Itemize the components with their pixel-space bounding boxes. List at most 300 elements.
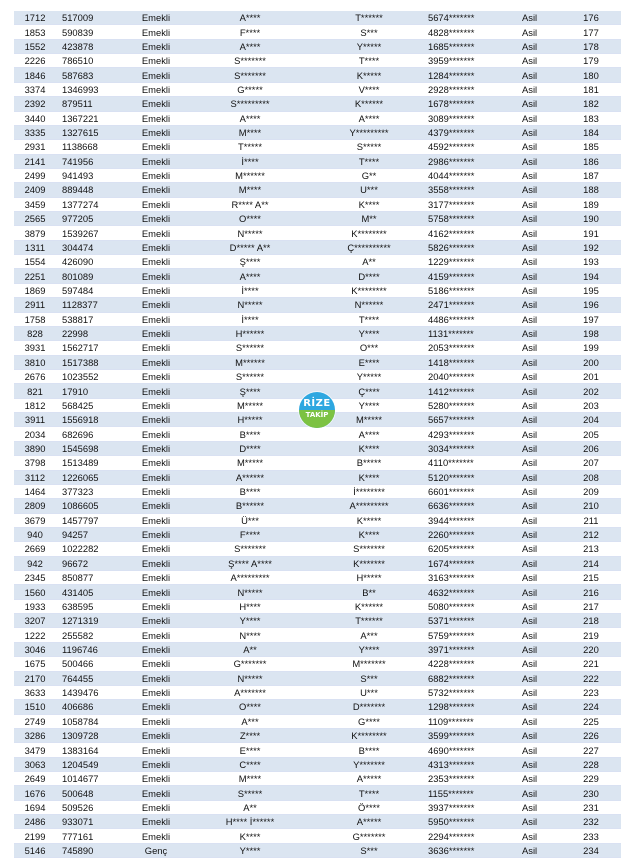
id-number-cell: 1131******* — [424, 326, 514, 340]
number-cell: 741956 — [56, 154, 126, 168]
category-cell: Emekli — [126, 700, 186, 714]
number-cell: 1377274 — [56, 197, 126, 211]
category-cell: Emekli — [126, 183, 186, 197]
table-row — [14, 628, 621, 642]
id-number-cell: 2471******* — [424, 298, 514, 312]
number-cell: 587683 — [56, 68, 126, 82]
first-name-cell: M**** — [186, 125, 314, 139]
rize-takip-watermark-logo — [299, 392, 335, 428]
number-cell: 1014677 — [56, 772, 126, 786]
number-cell: 1023552 — [56, 369, 126, 383]
id-number-cell: 5120******* — [424, 470, 514, 484]
rank-cell: 211 — [561, 513, 621, 527]
category-cell: Emekli — [126, 714, 186, 728]
number-cell: 777161 — [56, 829, 126, 843]
category-cell: Emekli — [126, 441, 186, 455]
last-name-cell: U*** — [314, 183, 424, 197]
table-row — [14, 685, 621, 699]
row-id-cell: 3046 — [14, 642, 56, 656]
status-cell: Asil — [514, 140, 561, 154]
category-cell: Emekli — [126, 25, 186, 39]
last-name-cell: Y******* — [314, 757, 424, 771]
row-id-cell: 1712 — [14, 11, 56, 25]
table-row — [14, 614, 621, 628]
category-cell: Emekli — [126, 39, 186, 53]
first-name-cell: M***** — [186, 398, 314, 412]
rank-cell: 231 — [561, 800, 621, 814]
last-name-cell: Y***** — [314, 39, 424, 53]
number-cell: 1383164 — [56, 743, 126, 757]
first-name-cell: M**** — [186, 183, 314, 197]
table-row — [14, 97, 621, 111]
last-name-cell: A** — [314, 255, 424, 269]
status-cell: Asil — [514, 542, 561, 556]
number-cell: 1346993 — [56, 82, 126, 96]
table-row — [14, 369, 621, 383]
category-cell: Emekli — [126, 140, 186, 154]
table-row — [14, 728, 621, 742]
number-cell: 1058784 — [56, 714, 126, 728]
table-row — [14, 542, 621, 556]
status-cell: Asil — [514, 685, 561, 699]
row-id-cell: 1812 — [14, 398, 56, 412]
id-number-cell: 2353******* — [424, 772, 514, 786]
table-row — [14, 326, 621, 340]
first-name-cell: E**** — [186, 743, 314, 757]
category-cell: Emekli — [126, 82, 186, 96]
first-name-cell: Ş**** — [186, 384, 314, 398]
rank-cell: 188 — [561, 183, 621, 197]
id-number-cell: 2928******* — [424, 82, 514, 96]
first-name-cell: A****** — [186, 470, 314, 484]
number-cell: 786510 — [56, 54, 126, 68]
number-cell: 801089 — [56, 269, 126, 283]
last-name-cell: T**** — [314, 312, 424, 326]
last-name-cell: K**** — [314, 197, 424, 211]
last-name-cell: Y**** — [314, 326, 424, 340]
row-id-cell: 2409 — [14, 183, 56, 197]
first-name-cell: K**** — [186, 829, 314, 843]
first-name-cell: M****** — [186, 355, 314, 369]
rank-cell: 193 — [561, 255, 621, 269]
table-row — [14, 571, 621, 585]
number-cell: 1367221 — [56, 111, 126, 125]
table-row — [14, 786, 621, 800]
first-name-cell: D***** A** — [186, 240, 314, 254]
number-cell: 255582 — [56, 628, 126, 642]
rank-cell: 204 — [561, 413, 621, 427]
rank-cell: 189 — [561, 197, 621, 211]
rank-cell: 215 — [561, 571, 621, 585]
category-cell: Emekli — [126, 456, 186, 470]
table-row — [14, 585, 621, 599]
number-cell: 889448 — [56, 183, 126, 197]
number-cell: 17910 — [56, 384, 126, 398]
rank-cell: 194 — [561, 269, 621, 283]
last-name-cell: A**** — [314, 111, 424, 125]
table-row — [14, 168, 621, 182]
rank-cell: 190 — [561, 212, 621, 226]
category-cell: Emekli — [126, 298, 186, 312]
results-table — [14, 11, 621, 858]
id-number-cell: 3177******* — [424, 197, 514, 211]
id-number-cell: 6636******* — [424, 499, 514, 513]
last-name-cell: K***** — [314, 68, 424, 82]
first-name-cell: M**** — [186, 772, 314, 786]
status-cell: Asil — [514, 671, 561, 685]
row-id-cell: 2669 — [14, 542, 56, 556]
row-id-cell: 942 — [14, 556, 56, 570]
category-cell: Emekli — [126, 585, 186, 599]
id-number-cell: 5759******* — [424, 628, 514, 642]
rank-cell: 196 — [561, 298, 621, 312]
row-id-cell: 2486 — [14, 815, 56, 829]
row-id-cell: 3440 — [14, 111, 56, 125]
table-body — [14, 11, 621, 858]
last-name-cell: A*** — [314, 628, 424, 642]
row-id-cell: 1552 — [14, 39, 56, 53]
last-name-cell: U*** — [314, 685, 424, 699]
number-cell: 590839 — [56, 25, 126, 39]
id-number-cell: 1229******* — [424, 255, 514, 269]
category-cell: Emekli — [126, 283, 186, 297]
status-cell: Asil — [514, 326, 561, 340]
first-name-cell: F**** — [186, 25, 314, 39]
rank-cell: 206 — [561, 441, 621, 455]
id-number-cell: 4690******* — [424, 743, 514, 757]
row-id-cell: 1311 — [14, 240, 56, 254]
rank-cell: 230 — [561, 786, 621, 800]
category-cell: Emekli — [126, 341, 186, 355]
category-cell: Emekli — [126, 154, 186, 168]
table-row — [14, 800, 621, 814]
category-cell: Emekli — [126, 786, 186, 800]
id-number-cell: 4159******* — [424, 269, 514, 283]
last-name-cell: K****** — [314, 599, 424, 613]
status-cell: Asil — [514, 97, 561, 111]
number-cell: 1539267 — [56, 226, 126, 240]
last-name-cell: M***** — [314, 413, 424, 427]
last-name-cell: Ç**** — [314, 384, 424, 398]
first-name-cell: N**** — [186, 628, 314, 642]
rank-cell: 213 — [561, 542, 621, 556]
id-number-cell: 1412******* — [424, 384, 514, 398]
last-name-cell: N****** — [314, 298, 424, 312]
number-cell: 1457797 — [56, 513, 126, 527]
status-cell: Asil — [514, 212, 561, 226]
first-name-cell: N***** — [186, 585, 314, 599]
first-name-cell: S***** — [186, 786, 314, 800]
category-cell: Emekli — [126, 614, 186, 628]
status-cell: Asil — [514, 413, 561, 427]
category-cell: Emekli — [126, 369, 186, 383]
rank-cell: 191 — [561, 226, 621, 240]
status-cell: Asil — [514, 226, 561, 240]
status-cell: Asil — [514, 441, 561, 455]
number-cell: 568425 — [56, 398, 126, 412]
category-cell: Emekli — [126, 226, 186, 240]
table-row — [14, 269, 621, 283]
id-number-cell: 3163******* — [424, 571, 514, 585]
id-number-cell: 1678******* — [424, 97, 514, 111]
row-id-cell: 3911 — [14, 413, 56, 427]
number-cell: 1545698 — [56, 441, 126, 455]
status-cell: Asil — [514, 642, 561, 656]
first-name-cell: H***** — [186, 413, 314, 427]
row-id-cell: 1675 — [14, 657, 56, 671]
number-cell: 879511 — [56, 97, 126, 111]
row-id-cell: 2226 — [14, 54, 56, 68]
rank-cell: 216 — [561, 585, 621, 599]
table-row — [14, 599, 621, 613]
status-cell: Asil — [514, 398, 561, 412]
row-id-cell: 1758 — [14, 312, 56, 326]
rank-cell: 223 — [561, 685, 621, 699]
last-name-cell: Y********* — [314, 125, 424, 139]
category-cell: Emekli — [126, 212, 186, 226]
last-name-cell: S*** — [314, 671, 424, 685]
rank-cell: 179 — [561, 54, 621, 68]
category-cell: Emekli — [126, 97, 186, 111]
id-number-cell: 5758******* — [424, 212, 514, 226]
number-cell: 406686 — [56, 700, 126, 714]
row-id-cell: 1510 — [14, 700, 56, 714]
status-cell: Asil — [514, 571, 561, 585]
last-name-cell: T**** — [314, 786, 424, 800]
status-cell: Asil — [514, 269, 561, 283]
last-name-cell: A***** — [314, 815, 424, 829]
id-number-cell: 4632******* — [424, 585, 514, 599]
category-cell: Emekli — [126, 685, 186, 699]
row-id-cell: 3879 — [14, 226, 56, 240]
status-cell: Asil — [514, 470, 561, 484]
status-cell: Asil — [514, 369, 561, 383]
first-name-cell: B**** — [186, 484, 314, 498]
id-number-cell: 5674******* — [424, 11, 514, 25]
last-name-cell: Y**** — [314, 398, 424, 412]
category-cell: Emekli — [126, 197, 186, 211]
first-name-cell: Ş**** A**** — [186, 556, 314, 570]
number-cell: 426090 — [56, 255, 126, 269]
row-id-cell: 2392 — [14, 97, 56, 111]
id-number-cell: 4828******* — [424, 25, 514, 39]
table-row — [14, 743, 621, 757]
id-number-cell: 5080******* — [424, 599, 514, 613]
first-name-cell: C**** — [186, 757, 314, 771]
id-number-cell: 2053******* — [424, 341, 514, 355]
table-row — [14, 154, 621, 168]
table-row — [14, 642, 621, 656]
number-cell: 377323 — [56, 484, 126, 498]
first-name-cell: D**** — [186, 441, 314, 455]
category-cell: Emekli — [126, 757, 186, 771]
first-name-cell: A**** — [186, 269, 314, 283]
row-id-cell: 828 — [14, 326, 56, 340]
status-cell: Asil — [514, 513, 561, 527]
table-row — [14, 312, 621, 326]
row-id-cell: 940 — [14, 527, 56, 541]
status-cell: Asil — [514, 556, 561, 570]
table-row — [14, 54, 621, 68]
status-cell: Asil — [514, 25, 561, 39]
first-name-cell: S******* — [186, 542, 314, 556]
status-cell: Asil — [514, 843, 561, 857]
rank-cell: 187 — [561, 168, 621, 182]
rank-cell: 192 — [561, 240, 621, 254]
status-cell: Asil — [514, 657, 561, 671]
category-cell: Emekli — [126, 427, 186, 441]
number-cell: 933071 — [56, 815, 126, 829]
number-cell: 1517388 — [56, 355, 126, 369]
status-cell: Asil — [514, 54, 561, 68]
category-cell: Emekli — [126, 11, 186, 25]
last-name-cell: K****** — [314, 97, 424, 111]
number-cell: 850877 — [56, 571, 126, 585]
last-name-cell: İ******** — [314, 484, 424, 498]
rank-cell: 212 — [561, 527, 621, 541]
status-cell: Asil — [514, 427, 561, 441]
first-name-cell: B****** — [186, 499, 314, 513]
rank-cell: 210 — [561, 499, 621, 513]
status-cell: Asil — [514, 527, 561, 541]
category-cell: Genç — [126, 843, 186, 857]
number-cell: 1327615 — [56, 125, 126, 139]
id-number-cell: 5657******* — [424, 413, 514, 427]
status-cell: Asil — [514, 786, 561, 800]
first-name-cell: A** — [186, 800, 314, 814]
number-cell: 22998 — [56, 326, 126, 340]
table-row — [14, 298, 621, 312]
status-cell: Asil — [514, 614, 561, 628]
row-id-cell: 1560 — [14, 585, 56, 599]
id-number-cell: 4379******* — [424, 125, 514, 139]
first-name-cell: B**** — [186, 427, 314, 441]
rank-cell: 209 — [561, 484, 621, 498]
row-id-cell: 3479 — [14, 743, 56, 757]
rank-cell: 225 — [561, 714, 621, 728]
rank-cell: 224 — [561, 700, 621, 714]
row-id-cell: 3931 — [14, 341, 56, 355]
table-row — [14, 39, 621, 53]
table-row — [14, 815, 621, 829]
last-name-cell: T**** — [314, 54, 424, 68]
first-name-cell: İ**** — [186, 283, 314, 297]
category-cell: Emekli — [126, 800, 186, 814]
category-cell: Emekli — [126, 599, 186, 613]
row-id-cell: 5146 — [14, 843, 56, 857]
rank-cell: 205 — [561, 427, 621, 441]
category-cell: Emekli — [126, 398, 186, 412]
id-number-cell: 3971******* — [424, 642, 514, 656]
first-name-cell: M***** — [186, 456, 314, 470]
number-cell: 1309728 — [56, 728, 126, 742]
status-cell: Asil — [514, 714, 561, 728]
row-id-cell: 3063 — [14, 757, 56, 771]
first-name-cell: F**** — [186, 527, 314, 541]
id-number-cell: 2260******* — [424, 527, 514, 541]
status-cell: Asil — [514, 772, 561, 786]
row-id-cell: 2911 — [14, 298, 56, 312]
id-number-cell: 5732******* — [424, 685, 514, 699]
rank-cell: 229 — [561, 772, 621, 786]
row-id-cell: 3679 — [14, 513, 56, 527]
status-cell: Asil — [514, 757, 561, 771]
first-name-cell: Z**** — [186, 728, 314, 742]
last-name-cell: Ö**** — [314, 800, 424, 814]
first-name-cell: O**** — [186, 212, 314, 226]
logo-word-top: RİZE — [303, 398, 331, 409]
row-id-cell: 2499 — [14, 168, 56, 182]
table-row — [14, 25, 621, 39]
first-name-cell: O**** — [186, 700, 314, 714]
first-name-cell: S********* — [186, 97, 314, 111]
row-id-cell: 2345 — [14, 571, 56, 585]
number-cell: 94257 — [56, 527, 126, 541]
id-number-cell: 1418******* — [424, 355, 514, 369]
number-cell: 423878 — [56, 39, 126, 53]
table-row — [14, 499, 621, 513]
status-cell: Asil — [514, 168, 561, 182]
last-name-cell: K******** — [314, 283, 424, 297]
table-row — [14, 355, 621, 369]
category-cell: Emekli — [126, 125, 186, 139]
row-id-cell: 2809 — [14, 499, 56, 513]
rank-cell: 195 — [561, 283, 621, 297]
status-cell: Asil — [514, 384, 561, 398]
status-cell: Asil — [514, 183, 561, 197]
row-id-cell: 3810 — [14, 355, 56, 369]
category-cell: Emekli — [126, 255, 186, 269]
table-row — [14, 556, 621, 570]
id-number-cell: 2294******* — [424, 829, 514, 843]
row-id-cell: 2034 — [14, 427, 56, 441]
row-id-cell: 1554 — [14, 255, 56, 269]
rank-cell: 228 — [561, 757, 621, 771]
rank-cell: 214 — [561, 556, 621, 570]
status-cell: Asil — [514, 484, 561, 498]
rank-cell: 185 — [561, 140, 621, 154]
category-cell: Emekli — [126, 728, 186, 742]
row-id-cell: 3890 — [14, 441, 56, 455]
row-id-cell: 2170 — [14, 671, 56, 685]
id-number-cell: 4110******* — [424, 456, 514, 470]
category-cell: Emekli — [126, 527, 186, 541]
category-cell: Emekli — [126, 571, 186, 585]
number-cell: 500466 — [56, 657, 126, 671]
row-id-cell: 1846 — [14, 68, 56, 82]
number-cell: 682696 — [56, 427, 126, 441]
id-number-cell: 1685******* — [424, 39, 514, 53]
table-row — [14, 427, 621, 441]
category-cell: Emekli — [126, 484, 186, 498]
row-id-cell: 3286 — [14, 728, 56, 742]
row-id-cell: 1933 — [14, 599, 56, 613]
last-name-cell: B**** — [314, 743, 424, 757]
table-row — [14, 772, 621, 786]
number-cell: 304474 — [56, 240, 126, 254]
status-cell: Asil — [514, 298, 561, 312]
status-cell: Asil — [514, 11, 561, 25]
table-row — [14, 484, 621, 498]
row-id-cell: 2251 — [14, 269, 56, 283]
table-row — [14, 283, 621, 297]
id-number-cell: 3558******* — [424, 183, 514, 197]
last-name-cell: K******** — [314, 226, 424, 240]
row-id-cell: 3335 — [14, 125, 56, 139]
id-number-cell: 3034******* — [424, 441, 514, 455]
first-name-cell: H**** İ****** — [186, 815, 314, 829]
rank-cell: 220 — [561, 642, 621, 656]
